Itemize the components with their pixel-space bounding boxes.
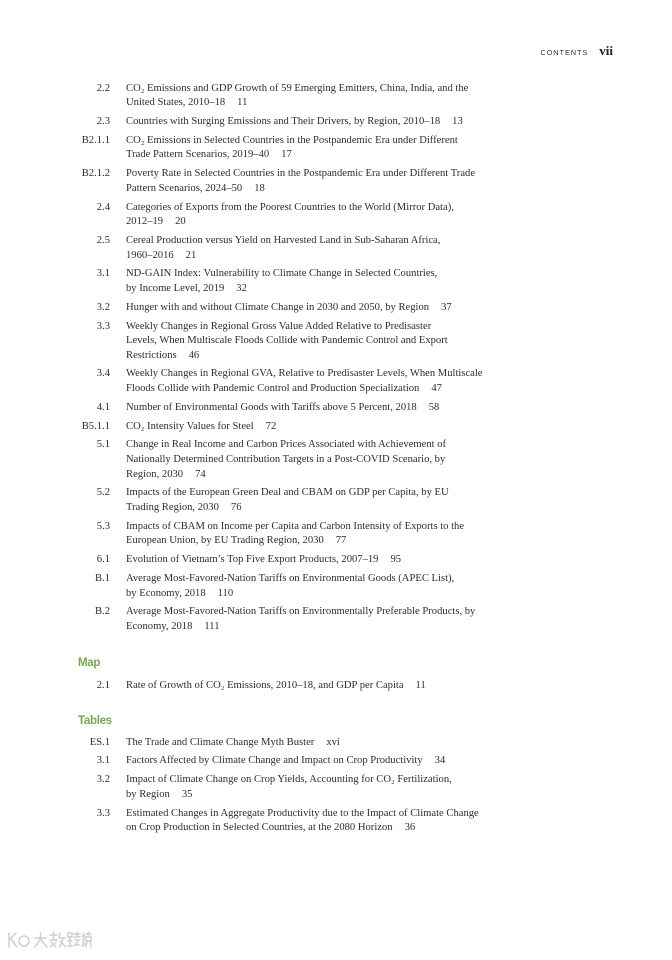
- table-page-number: xvi: [326, 736, 340, 748]
- table-title: [126, 754, 560, 769]
- figure-page-number: 58: [428, 401, 440, 413]
- figure-title: [126, 367, 560, 396]
- table-title-line: [126, 788, 560, 803]
- figure-title-text: Impacts of the European Green Deal and CBAM on GDP per Capita, by EU: [126, 487, 449, 499]
- figure-title: [126, 605, 560, 634]
- figure-entry: [0, 267, 560, 296]
- figure-title-line: [126, 282, 560, 297]
- figure-entry: [0, 234, 560, 263]
- map-list: [0, 679, 560, 698]
- figure-title-text: by Economy, 2018: [126, 587, 206, 599]
- figure-page-number: 110: [217, 587, 234, 599]
- figure-title-line: [126, 572, 560, 587]
- figure-title-text: Restrictions: [126, 349, 177, 361]
- table-title-line: [126, 773, 560, 788]
- figure-title-line: [126, 215, 560, 230]
- figure-page-number: 11: [237, 97, 248, 109]
- tables-list: [0, 736, 560, 840]
- table-title-line: [126, 821, 560, 836]
- figure-title-line: [126, 182, 560, 197]
- figure-number: 2.3: [96, 116, 110, 128]
- figure-entry: [0, 520, 560, 549]
- figure-title-line: [126, 134, 560, 149]
- figure-page-number: 74: [195, 468, 206, 480]
- figure-number: 2.5: [96, 234, 110, 246]
- figure-title-text: Hunger with and without Climate Change in 2030 and 2050, by Region: [126, 301, 430, 313]
- figure-title-line: [126, 453, 560, 468]
- figure-entry: [0, 420, 560, 435]
- figure-title: [126, 420, 560, 435]
- figure-title: [126, 553, 560, 568]
- figure-title-line: [126, 301, 560, 316]
- map-section-heading: Map: [78, 657, 101, 669]
- figure-title-text: Floods Collide with Pandemic Control and Production Specialization: [126, 383, 420, 395]
- figure-title: [126, 115, 560, 130]
- figure-number: 3.2: [96, 301, 110, 313]
- table-title-text: Factors Affected by Climate Change and Impact on Crop Productivity: [126, 755, 423, 767]
- figure-number: 5.3: [96, 520, 110, 532]
- watermark-logo-icon: [6, 928, 92, 952]
- figure-number: 4.1: [96, 401, 110, 413]
- figure-title-text: Categories of Exports from the Poorest Countries to the World (Mirror Data),: [126, 201, 454, 213]
- map-page-number: 11: [415, 679, 426, 691]
- figure-title-text: Levels, When Multiscale Floods Collide with Pandemic Control and Export: [126, 335, 448, 347]
- figure-title: [126, 572, 560, 601]
- figure-page-number: 21: [185, 249, 197, 261]
- figure-title-text: Average Most-Favored-Nation Tariffs on Environmentally Preferable Products, by: [126, 606, 476, 618]
- figure-title-text: Average Most-Favored-Nation Tariffs on Environmental Goods (APEC List),: [126, 572, 455, 584]
- figure-number: 6.1: [96, 554, 110, 566]
- figure-entry: [0, 401, 560, 416]
- figure-title-line: [126, 267, 560, 282]
- figure-title-line: [126, 249, 560, 264]
- figure-title-line: [126, 82, 560, 97]
- table-number: 3.1: [96, 755, 110, 767]
- figure-title-line: [126, 468, 560, 483]
- figure-page-number: 17: [281, 149, 292, 161]
- figure-page-number: 111: [204, 620, 220, 632]
- figure-title-line: [126, 201, 560, 216]
- figure-title-text: 2012–19: [126, 216, 164, 228]
- figure-entry: [0, 201, 560, 230]
- figure-title-text: CO₂ Intensity Values for Steel: [126, 420, 254, 432]
- table-title-text: by Region: [126, 788, 170, 800]
- figure-entry: [0, 438, 560, 482]
- figure-title-line: [126, 96, 560, 111]
- figure-title-line: [126, 486, 560, 501]
- figure-entry: [0, 486, 560, 515]
- figure-title-line: [126, 334, 560, 349]
- figure-title: [126, 167, 560, 196]
- table-title-text: Estimated Changes in Aggregate Productivity due to the Impact of Climate Change: [126, 807, 479, 819]
- figure-title-text: by Income Level, 2019: [126, 282, 225, 294]
- map-number: 2.1: [96, 679, 110, 691]
- figure-entry: [0, 367, 560, 396]
- figure-title-text: Countries with Surging Emissions and Their Drivers, by Region, 2010–18: [126, 116, 441, 128]
- figure-title-line: [126, 438, 560, 453]
- figure-number: B2.1.1: [81, 134, 110, 146]
- table-entry: [0, 807, 560, 836]
- figure-number: 5.1: [96, 439, 110, 451]
- figure-title-text: Weekly Changes in Regional Gross Value Added Relative to Predisaster: [126, 320, 432, 332]
- figure-number: 2.4: [96, 201, 110, 213]
- figure-title-line: [126, 234, 560, 249]
- figure-title-line: [126, 382, 560, 397]
- figure-number: 3.4: [96, 368, 110, 380]
- figure-title-text: Poverty Rate in Selected Countries in the Postpandemic Era under Different Trade: [126, 168, 476, 180]
- table-title-text: on Crop Production in Selected Countries, at the 2080 Horizon: [126, 822, 393, 834]
- table-title-text: The Trade and Climate Change Myth Buster: [126, 736, 315, 748]
- figure-title-line: [126, 587, 560, 602]
- figure-entry: [0, 553, 560, 568]
- figure-title-text: Evolution of Vietnam’s Top Five Export Products, 2007–19: [126, 554, 379, 566]
- figure-title-text: Nationally Determined Contribution Targets in a Post-COVID Scenario, by: [126, 454, 446, 465]
- figure-page-number: 13: [452, 116, 463, 128]
- figure-title: [126, 320, 560, 364]
- figure-number: 3.3: [96, 320, 110, 332]
- table-page-number: 34: [434, 755, 446, 767]
- table-title-line: [126, 754, 560, 769]
- figure-number: 3.1: [96, 268, 110, 280]
- figure-title-text: Trade Pattern Scenarios, 2019–40: [126, 149, 270, 161]
- figure-page-number: 47: [431, 383, 442, 395]
- figure-title-text: European Union, by EU Trading Region, 2030: [126, 535, 324, 547]
- figure-page-number: 20: [175, 216, 186, 228]
- table-title: [126, 736, 560, 751]
- watermark-logo: [6, 928, 92, 952]
- figure-title: [126, 234, 560, 263]
- figure-title-line: [126, 420, 560, 435]
- figure-title-text: CO₂ Emissions and GDP Growth of 59 Emerging Emitters, China, India, and the: [126, 82, 469, 94]
- figure-title-text: CO₂ Emissions in Selected Countries in the Postpandemic Era under Different: [126, 134, 458, 146]
- figure-title-line: [126, 553, 560, 568]
- figure-title-line: [126, 534, 560, 549]
- figure-entry: [0, 301, 560, 316]
- tables-section-heading: Tables: [78, 715, 112, 727]
- figure-title-text: ND-GAIN Index: Vulnerability to Climate Change in Selected Countries,: [126, 268, 438, 280]
- table-entry: [0, 773, 560, 802]
- figure-page-number: 32: [236, 282, 247, 294]
- figure-title: [126, 486, 560, 515]
- figure-page-number: 76: [230, 501, 242, 513]
- figure-entry: [0, 115, 560, 130]
- figure-title-line: [126, 349, 560, 364]
- table-title: [126, 807, 560, 836]
- figure-title: [126, 438, 560, 482]
- figure-title: [126, 301, 560, 316]
- figure-title-line: [126, 367, 560, 382]
- figure-title-line: [126, 320, 560, 335]
- figure-title-line: [126, 620, 560, 635]
- figure-title-text: United States, 2010–18: [126, 97, 226, 109]
- figure-title-line: [126, 401, 560, 416]
- figure-title: [126, 201, 560, 230]
- map-entry: [0, 679, 560, 694]
- figure-title: [126, 82, 560, 111]
- figure-title: [126, 401, 560, 416]
- figure-title-text: Economy, 2018: [126, 620, 193, 632]
- table-title-line: [126, 807, 560, 822]
- page-folio: vii: [599, 43, 613, 58]
- figure-entry: [0, 134, 560, 163]
- figure-title-text: Pattern Scenarios, 2024–50: [126, 182, 243, 194]
- figure-page-number: 18: [254, 182, 265, 194]
- table-number: ES.1: [89, 736, 110, 748]
- figure-number: B.2: [94, 606, 110, 618]
- figure-title-line: [126, 605, 560, 620]
- figure-title-text: Trading Region, 2030: [126, 501, 219, 513]
- figure-page-number: 95: [390, 554, 402, 566]
- figure-number: B2.1.2: [81, 168, 110, 180]
- figure-title-line: [126, 520, 560, 535]
- figure-entry: [0, 167, 560, 196]
- figure-page-number: 77: [335, 535, 347, 547]
- figure-page-number: 72: [265, 420, 277, 432]
- table-entry: [0, 736, 560, 751]
- figure-title-line: [126, 167, 560, 182]
- table-number: 3.3: [96, 807, 110, 819]
- figure-entry: [0, 82, 560, 111]
- map-title: [126, 679, 560, 694]
- running-header: [540, 43, 613, 59]
- figure-title: [126, 267, 560, 296]
- figure-number: B5.1.1: [81, 420, 110, 432]
- table-entry: [0, 754, 560, 769]
- table-title-line: [126, 736, 560, 751]
- figure-title-text: Weekly Changes in Regional GVA, Relative to Predisaster Levels, When Multiscale: [126, 368, 483, 380]
- figure-title-line: [126, 501, 560, 516]
- figure-number: 2.2: [96, 82, 110, 94]
- table-page-number: 36: [404, 822, 416, 834]
- figure-entry: [0, 605, 560, 634]
- figure-title-text: Impacts of CBAM on Income per Capita and Carbon Intensity of Exports to the: [126, 520, 465, 532]
- figure-page-number: 37: [441, 301, 452, 313]
- figure-number: B.1: [94, 572, 110, 584]
- figure-title-line: [126, 115, 560, 130]
- figure-entry: [0, 572, 560, 601]
- figure-title-text: Region, 2030: [126, 468, 184, 480]
- running-head-title: CONTENTS: [540, 48, 589, 57]
- figures-list: [0, 82, 560, 639]
- figure-title: [126, 134, 560, 163]
- map-title-text: Rate of Growth of CO₂ Emissions, 2010–18, and GDP per Capita: [126, 679, 404, 691]
- table-page-number: 35: [181, 788, 193, 800]
- figure-number: 5.2: [96, 487, 110, 499]
- table-title-text: Impact of Climate Change on Crop Yields, Accounting for CO₂ Fertilization,: [126, 774, 452, 786]
- figure-title-line: [126, 148, 560, 163]
- figure-title: [126, 520, 560, 549]
- figure-title-text: Cereal Production versus Yield on Harvested Land in Sub-Saharan Africa,: [126, 234, 441, 246]
- figure-title-text: Number of Environmental Goods with Tariffs above 5 Percent, 2018: [126, 401, 417, 413]
- figure-page-number: 46: [188, 349, 200, 361]
- figure-entry: [0, 320, 560, 364]
- map-title-line: [126, 679, 560, 694]
- table-number: 3.2: [96, 774, 110, 786]
- figure-title-text: 1960–2016: [126, 249, 174, 261]
- figure-title-text: Change in Real Income and Carbon Prices Associated with Achievement of: [126, 439, 447, 451]
- table-title: [126, 773, 560, 802]
